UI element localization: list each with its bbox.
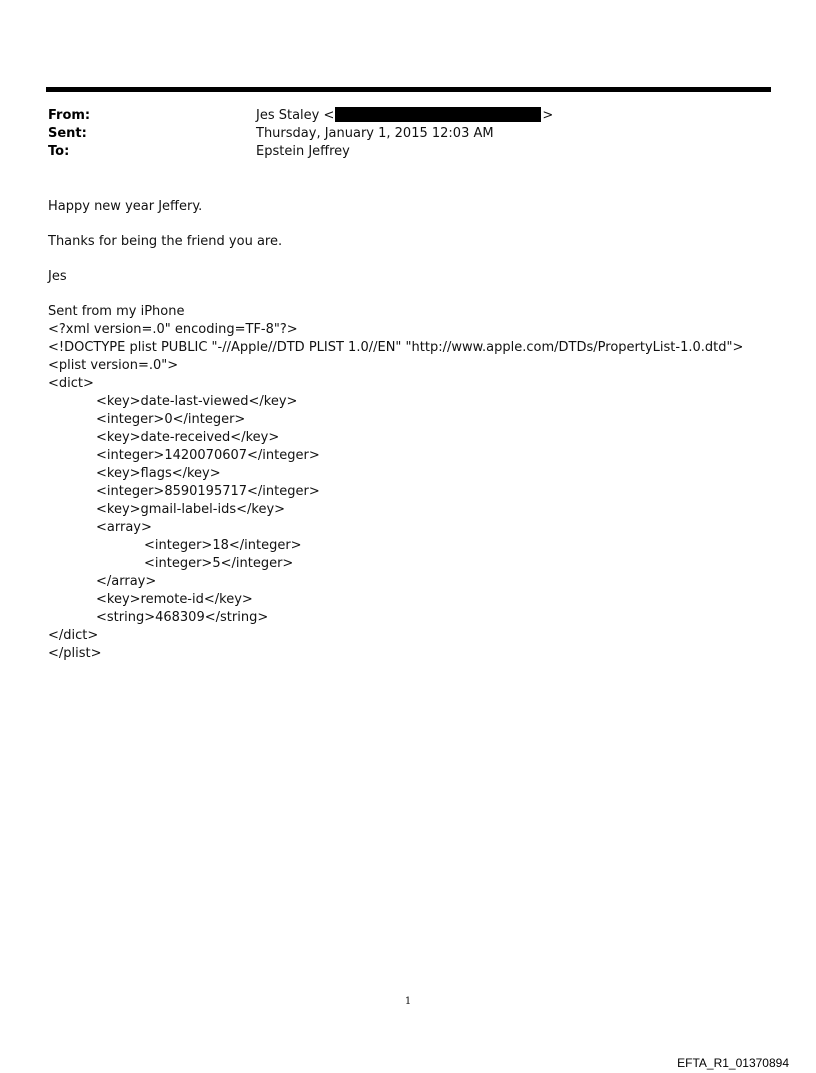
to-label: To: [48, 144, 70, 159]
xml-line: <key>date-received</key> [96, 430, 280, 445]
from-value [256, 107, 553, 125]
xml-line: <integer>1420070607</integer> [96, 448, 320, 463]
xml-line: </dict> [48, 628, 99, 643]
sender-close-bracket: > [542, 108, 554, 123]
header-rule [46, 87, 771, 92]
xml-line: </array> [96, 574, 157, 589]
thanks-text: Thanks for being the friend you are. [48, 234, 283, 249]
xml-line: <dict> [48, 376, 94, 391]
sent-row [48, 125, 748, 143]
xml-line: <array> [96, 520, 152, 535]
greeting-text: Happy new year Jeffery. [48, 199, 203, 214]
xml-line: <integer>0</integer> [96, 412, 246, 427]
xml-line: <plist version=.0"> [48, 358, 179, 373]
xml-line: <integer>18</integer> [144, 538, 302, 553]
sent-value: Thursday, January 1, 2015 12:03 AM [256, 126, 494, 141]
xml-line: <?xml version=.0" encoding=TF-8"?> [48, 322, 298, 337]
email-header [48, 107, 748, 161]
from-label: From: [48, 108, 91, 123]
xml-line: <integer>5</integer> [144, 556, 294, 571]
to-value: Epstein Jeffrey [256, 144, 350, 159]
xml-line: <key>date-last-viewed</key> [96, 394, 298, 409]
signature-text: Jes [48, 269, 67, 284]
from-row [48, 107, 748, 125]
email-body [48, 198, 788, 663]
xml-line: <string>468309</string> [96, 610, 269, 625]
xml-line: <key>gmail-label-ids</key> [96, 502, 286, 517]
bates-number: EFTA_R1_01370894 [677, 1056, 789, 1070]
redaction-block [335, 107, 541, 122]
xml-line: <integer>8590195717</integer> [96, 484, 320, 499]
xml-line: </plist> [48, 646, 102, 661]
page-number: 1 [404, 996, 412, 1007]
sent-from-text: Sent from my iPhone [48, 304, 185, 319]
xml-line: <key>remote-id</key> [96, 592, 253, 607]
sent-label: Sent: [48, 126, 87, 141]
xml-line: <key>flags</key> [96, 466, 221, 481]
to-row [48, 143, 748, 161]
sender-name: Jes Staley < [256, 108, 335, 123]
xml-line: <!DOCTYPE plist PUBLIC "-//Apple//DTD PLIST 1.0//EN" "http://www.apple.com/DTDs/PropertyList-1.0.dtd"> [48, 340, 744, 355]
